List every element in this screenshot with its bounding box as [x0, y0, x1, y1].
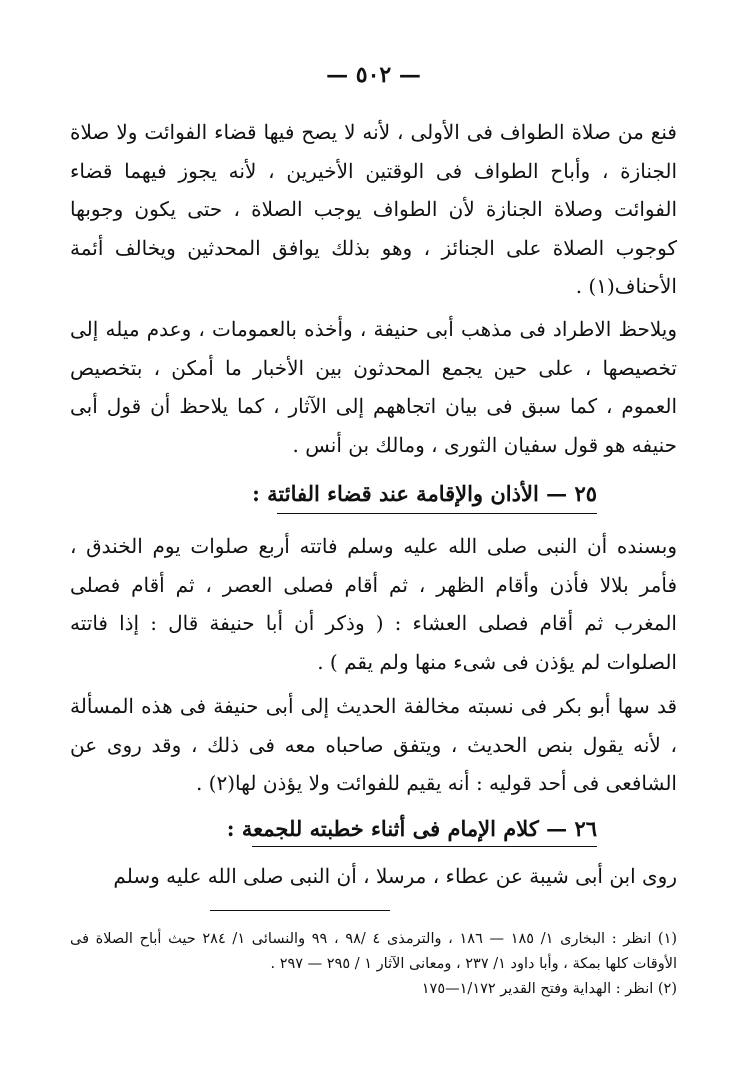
footnote-separator: [210, 910, 390, 911]
footnote-2: (٢) انظر : الهداية وفتح القدير ١/١٧٢—١٧٥: [421, 981, 677, 997]
section-heading-25: ٢٥ — الأذان والإقامة عند قضاء الفائتة :: [252, 481, 597, 506]
book-page: [70, 0, 677, 1080]
paragraph-ibn-abi-shayba: روى ابن أبى شيبة عن عطاء ، مرسلا ، أن النبى صلى الله عليه وسلم: [113, 864, 677, 888]
page-number: — ٥٠٢ —: [326, 62, 421, 88]
footnote-1: (١) انظر : البخارى ١/ ١٨٥ — ١٨٦ ، والترمذى ٤ /٩٨ ، ٩٩ والنسائى ١/ ٢٨٤ حيث أباح الصلاة فى الأوقات كلها بمكة ، وأبا داود ١/ ٢٣٧ ، ومعانى الآثار ١ / ٢٩٥ — ٢٩٧ .: [70, 931, 678, 972]
paragraph-abu-hanifa-method: ويلاحظ الاطراد فى مذهب أبى حنيفة ، وأخذه بالعمومات ، وعدم ميله إلى تخصيصها ، على حين يجمع المحدثون بين الأخبار ما أمكن ، بتخصيص العموم ، كما سبق فى بيان اتجاههم إلى الآثار ، كما يلاحظ أن قول أبى حنيفه هو قول سفيان الثورى ، ومالك بن أنس .: [70, 317, 677, 457]
section-heading-26: ٢٦ — كلام الإمام فى أثناء خطبته للجمعة :: [226, 816, 597, 841]
heading-underline: [252, 846, 597, 847]
paragraph-abu-bakr-error: قد سها أبو بكر فى نسبته مخالفة الحديث إلى أبى حنيفة فى هذه المسألة ، لأنه يقول بنص الحديث ، ويتفق صاحباه معه فى ذلك ، وقد روى عن الشافعى فى أحد قوليه : أنه يقيم للفوائت ولا يؤذن لها(٢) .: [70, 694, 678, 795]
footnotes: [70, 927, 677, 1002]
heading-underline: [277, 513, 597, 514]
paragraph-khandaq-hadith: وبسنده أن النبى صلى الله عليه وسلم فاتته أربع صلوات يوم الخندق ، فأمر بلالا فأذن وأقام الظهر ، ثم أقام فصلى العصر ، ثم أقام فصلى المغرب ثم أقام فصلى العشاء : ( وذكر أن أبا حنيفة قال : إذا فاتته الصلوات لم يؤذن فى شىء منها ولم يقم ) .: [70, 534, 677, 674]
paragraph-tawaf: فنع من صلاة الطواف فى الأولى ، لأنه لا يصح فيها قضاء الفوائت ولا صلاة الجنازة ، وأباح الطواف فى الوقتين الأخيرين ، لأنه يجوز فيهما قضاء الفوائت وصلاة الجنازة لأن الطواف يوجب الصلاة ، حتى يكون وجوبها كوجوب الصلاة على الجنائز ، وهو بذلك يوافق المحدثين ويخالف أئمة الأحناف(١) .: [70, 120, 678, 298]
